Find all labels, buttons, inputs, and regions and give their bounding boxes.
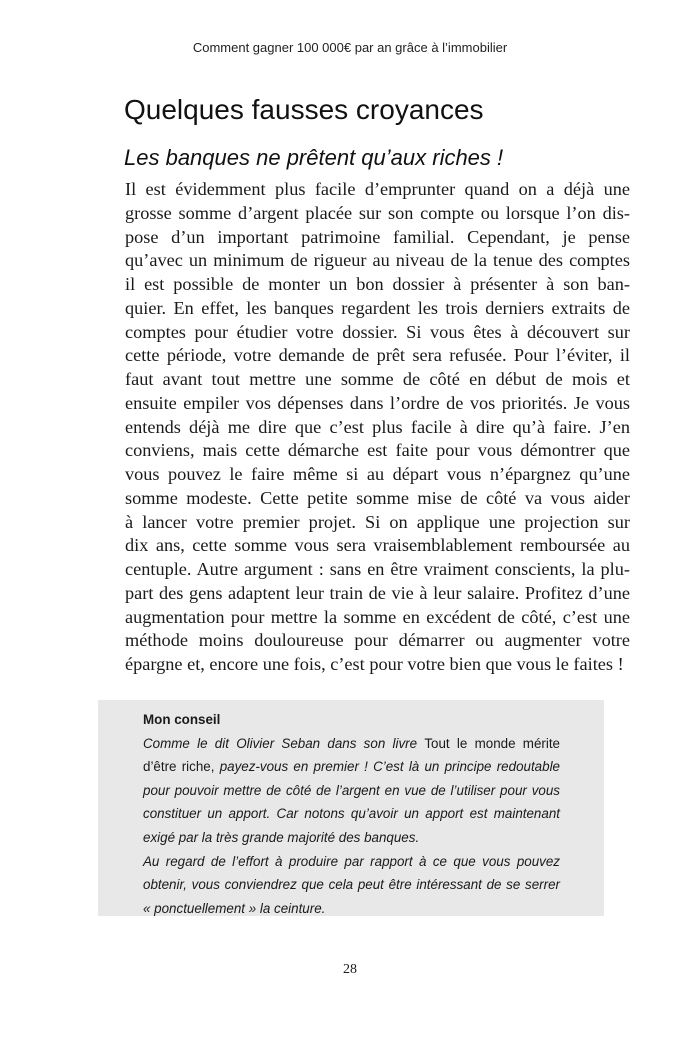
advice-text: exigé par la très grande majorité des banques. [143,829,420,845]
body-line: entends déjà me dire que c’est plus facile à dire qu’à faire. J’en [125,416,630,437]
body-line: conviens, mais cette démarche est faite pour vous démontrer que [125,440,630,461]
subsection-heading: Les banques ne prêtent qu’aux riches ! [124,145,504,170]
advice-text: Tout le monde mérite [424,735,560,751]
advice-title: Mon conseil [143,712,221,727]
body-line: vous pouvez le faire même si au départ vous n’épargnez qu’une [125,464,630,484]
body-line: centuple. Autre argument : sans en être vraiment conscients, la plu- [125,559,630,579]
body-line: il est possible de monter un bon dossier à présenter à son ban- [125,274,630,294]
advice-box [98,700,604,916]
section-heading: Quelques fausses croyances [124,94,484,125]
body-line: épargne et, encore une fois, c’est pour votre bien que vous le faites ! [125,654,624,674]
body-line: cette période, votre demande de prêt sera refusée. Pour l’éviter, il [125,345,630,366]
body-line: qu’avec un minimum de rigueur au niveau de la tenue des comptes [125,250,630,271]
body-line: dix ans, cette somme vous sera vraisemblablement remboursée au [125,535,630,556]
page-number: 28 [343,962,357,977]
body-line: ensuite empiler vos dépenses dans l’ordre de vos priorités. Je vous [125,392,630,413]
body-line: méthode moins douloureuse pour démarrer ou augmenter votre [125,630,630,651]
body-line: part des gens adaptent leur train de vie à leur salaire. Profitez d’une [125,582,630,603]
body-line: somme modeste. Cette petite somme mise de côté va vous aider [125,487,630,508]
body-line: Il est évidemment plus facile d’emprunter quand on a déjà une [125,179,630,199]
advice-text: obtenir, vous conviendrez que cela peut être intéressant de se serrer [143,877,560,893]
body-text [125,178,630,677]
advice-line [143,779,560,803]
body-line: pose d’un important patrimoine familial. Cependant, je pense [125,226,630,247]
advice-text: pour pouvoir mettre de côté de l’argent en vue de l’utiliser pour vous [143,782,560,798]
running-header: Comment gagner 100 000€ par an grâce à l’immobilier [192,40,508,55]
body-line: grosse somme d’argent placée sur son compte ou lorsque l’on dis- [125,202,630,223]
advice-line [143,732,560,756]
advice-line [143,826,560,850]
advice-line [143,850,560,874]
advice-text: constituer un apport. Car notons qu’avoir un apport est maintenant [143,806,560,822]
body-line: quier. En effet, les banques regardent les trois derniers extraits de [125,297,630,318]
body-line: augmentation pour mettre la somme en excédent de côté, c’est une [125,606,630,627]
advice-text: « ponctuellement » la ceinture. [143,900,326,916]
advice-text: Au regard de l’effort à produire par rapport à ce que vous pouvez [143,853,560,869]
advice-text: d’être riche, [143,759,220,775]
body-line: faut avant tout mettre une somme de côté en début de mois et [125,369,630,389]
advice-text: Comme le dit Olivier Seban dans son livre [143,735,425,751]
advice-line [143,873,560,897]
body-line: à lancer votre premier projet. Si on applique une projection sur [125,511,630,532]
advice-line [143,897,560,921]
advice-line [143,755,560,779]
advice-text: payez-vous en premier ! C’est là un principe redoutable [219,759,561,775]
advice-line [143,802,560,826]
body-line: comptes pour étudier votre dossier. Si vous êtes à découvert sur [125,321,630,342]
